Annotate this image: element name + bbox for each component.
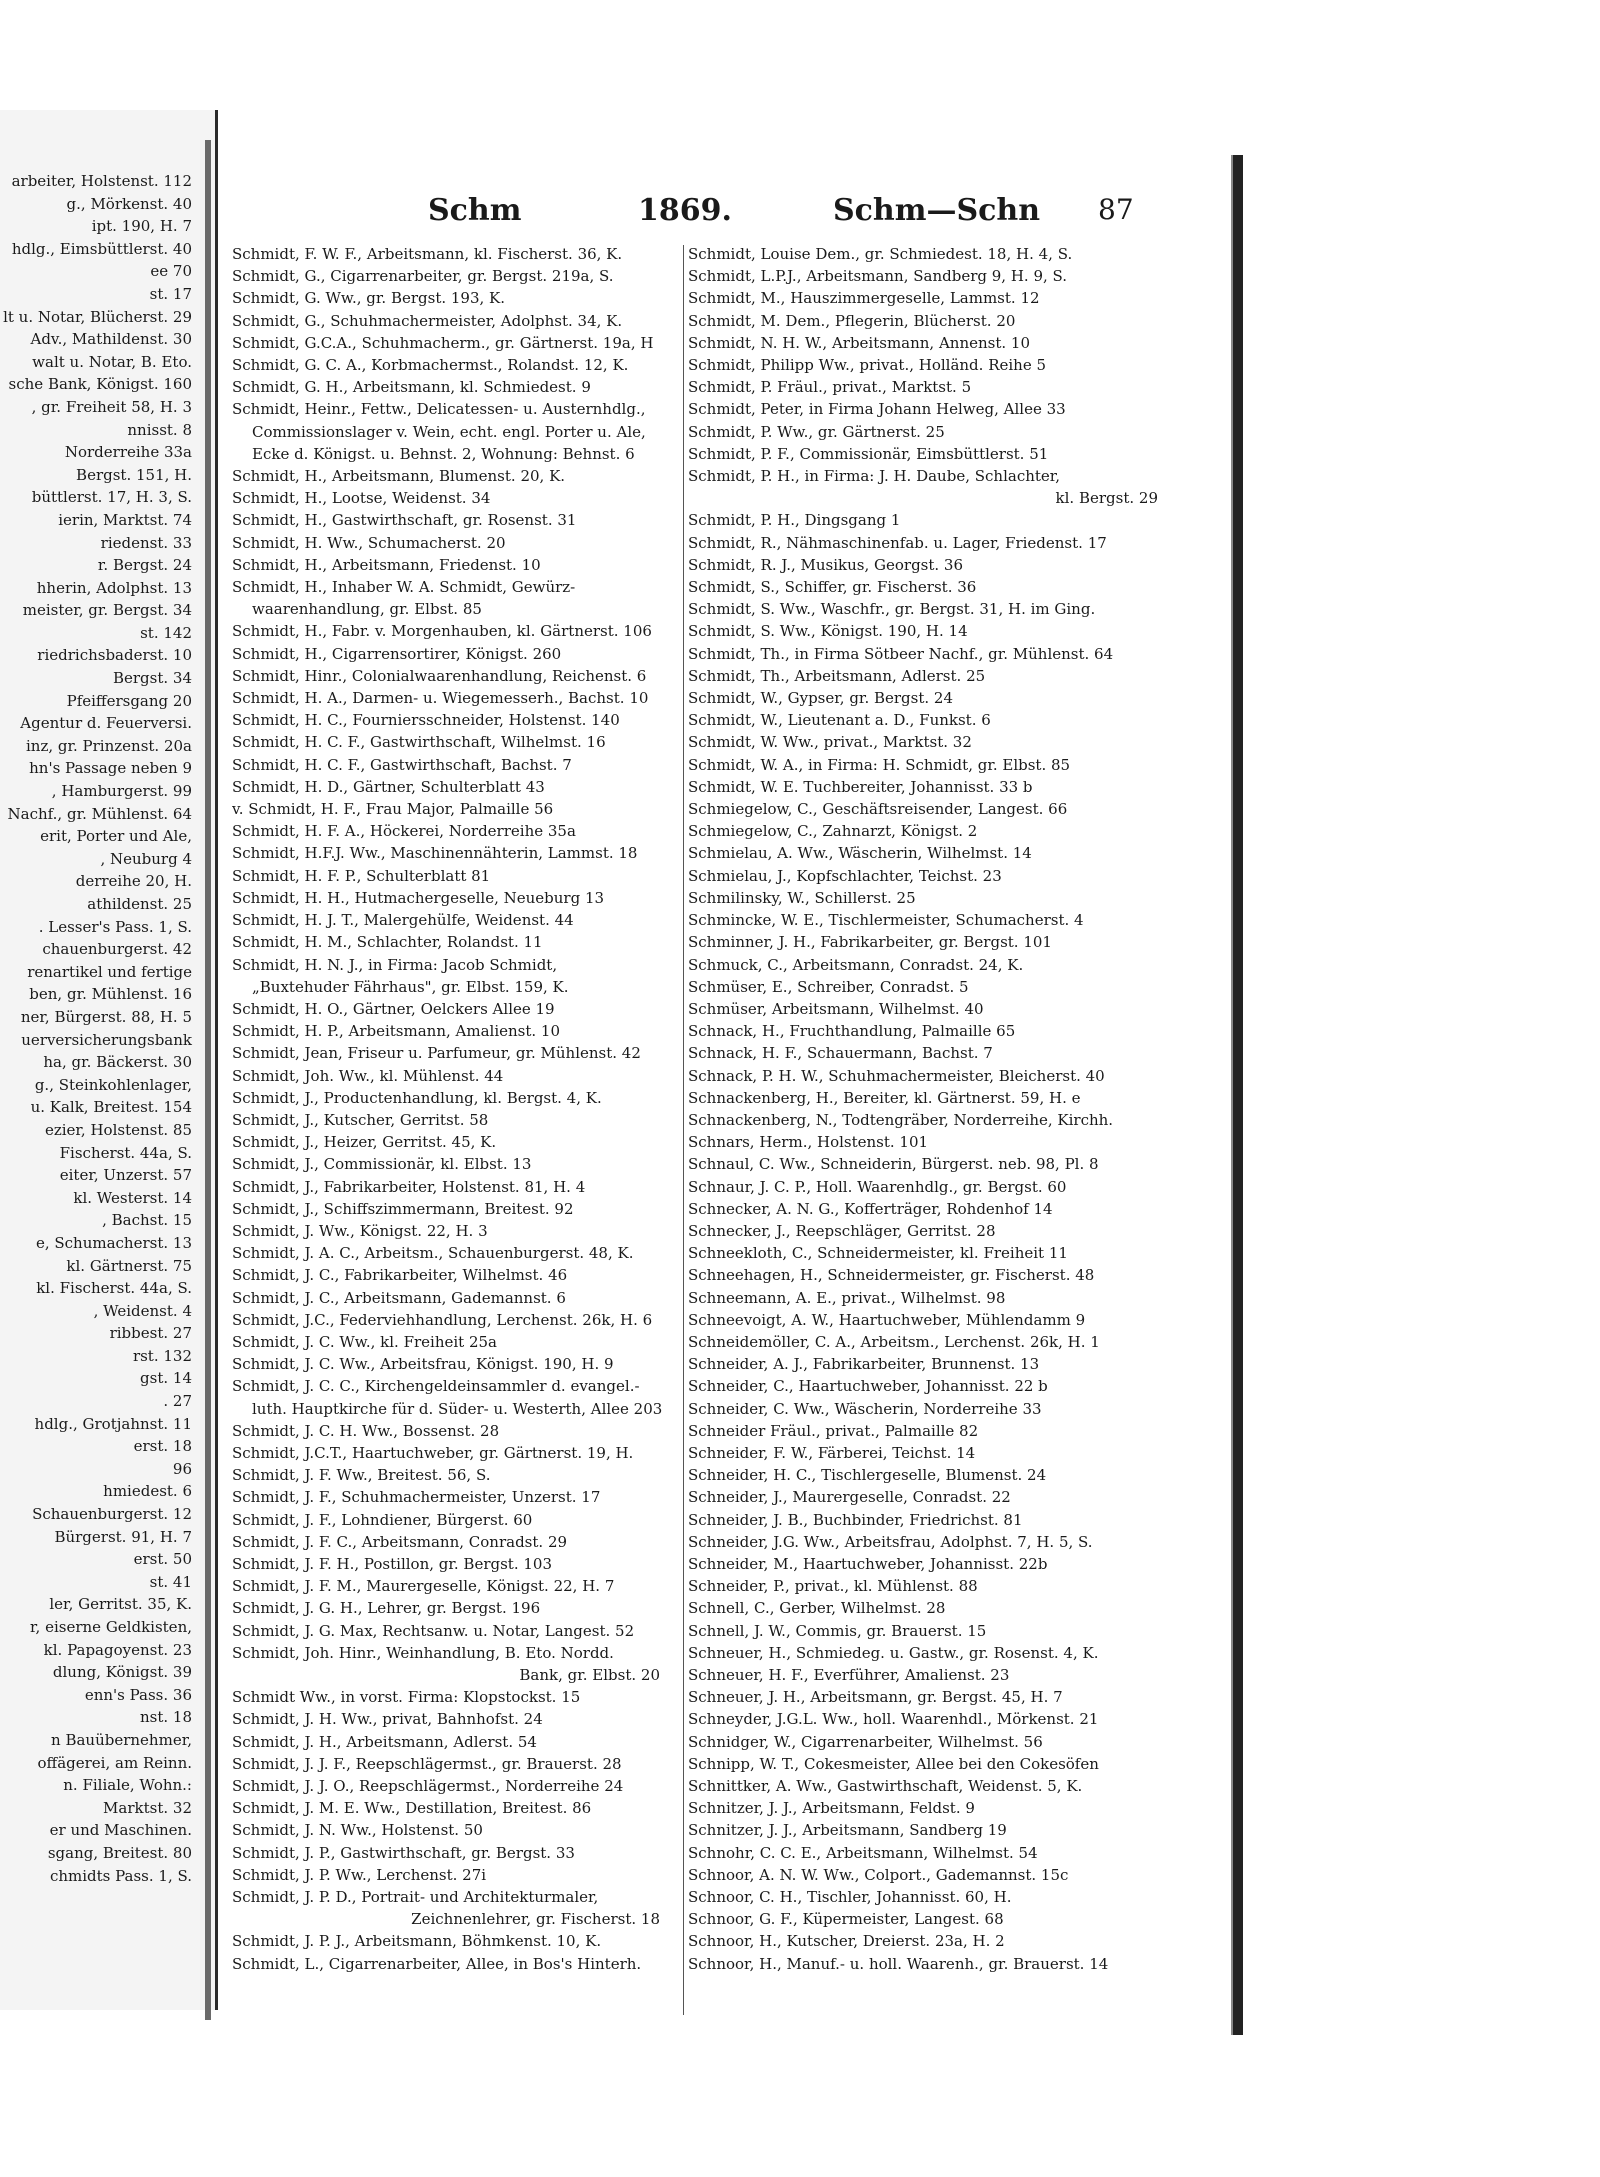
previous-page-fragment: er und Maschinen.: [49, 1821, 192, 1840]
directory-entry: Schneider Fräul., privat., Palmaille 82: [688, 1421, 979, 1440]
previous-page-fragment: Schauenburgerst. 12: [32, 1505, 192, 1524]
directory-entry: Schnecker, A. N. G., Kofferträger, Rohdenhof 14: [688, 1199, 1053, 1218]
directory-entry: Schmidt, H., Arbeitsmann, Blumenst. 20, K.: [232, 467, 566, 486]
directory-entry: Schneuer, H. F., Everführer, Amalienst. 23: [688, 1666, 1010, 1684]
previous-page-fragment: , Neuburg 4: [100, 849, 192, 868]
previous-page-fragment: arbeiter, Holstenst. 112: [11, 172, 192, 190]
directory-entry: Schneehagen, H., Schneidermeister, gr. Fischerst. 48: [688, 1266, 1095, 1285]
directory-entry: Schmidt, J. P. Ww., Lerchenst. 27i: [232, 1865, 487, 1884]
directory-entry: Schnoor, G. F., Küpermeister, Langest. 68: [688, 1910, 1004, 1929]
directory-entry: Schnitzer, J. J., Arbeitsmann, Feldst. 9: [688, 1799, 975, 1818]
directory-entry: Schnackenberg, N., Todtengräber, Norderreihe, Kirchh.: [688, 1110, 1114, 1129]
directory-entry: Schmielau, A. Ww., Wäscherin, Wilhelmst. 14: [688, 844, 1032, 863]
previous-page-fragment: kl. Gärtnerst. 75: [66, 1256, 192, 1275]
directory-entry: Schnack, P. H. W., Schuhmachermeister, Bleicherst. 40: [688, 1066, 1105, 1085]
directory-entry: Schneider, C. Ww., Wäscherin, Norderreihe 33: [688, 1399, 1042, 1418]
previous-page-fragment: sche Bank, Königst. 160: [8, 375, 192, 394]
directory-entry: Schneyder, J.G.L. Ww., holl. Waarenhdl., Mörkenst. 21: [688, 1710, 1099, 1729]
previous-page-fragment: erst. 50: [133, 1550, 192, 1569]
previous-page-fragment: Fischerst. 44a, S.: [59, 1143, 192, 1162]
previous-page-fragment: eiter, Unzerst. 57: [59, 1166, 192, 1185]
directory-entry: Schneuer, H., Schmiedeg. u. Gastw., gr. Rosenst. 4, K.: [688, 1643, 1099, 1662]
directory-entry: Schmidt, Joh. Ww., kl. Mühlenst. 44: [232, 1066, 504, 1085]
directory-entry: Ecke d. Königst. u. Behnst. 2, Wohnung: Behnst. 6: [252, 444, 635, 463]
previous-page-fragment: Bürgerst. 91, H. 7: [54, 1527, 192, 1546]
directory-entry: Schnoor, C. H., Tischler, Johannisst. 60, H.: [688, 1888, 1012, 1907]
directory-entry: Schminner, J. H., Fabrikarbeiter, gr. Bergst. 101: [688, 933, 1052, 952]
previous-page-fragment: u. Kalk, Breitest. 154: [30, 1098, 192, 1117]
previous-page-fragment: r, eiserne Geldkisten,: [30, 1618, 192, 1636]
directory-entry: Schmidt, Peter, in Firma Johann Helweg, Allee 33: [688, 400, 1066, 419]
previous-page-fragment: hn's Passage neben 9: [29, 759, 192, 778]
previous-page-edge: [0, 110, 218, 2010]
directory-entry: Schmidt, J. H., Arbeitsmann, Adlerst. 54: [232, 1732, 537, 1751]
directory-entry: Schmidt, Heinr., Fettw., Delicatessen- u. Austernhdlg.,: [232, 400, 646, 419]
directory-entry: Schmidt, H., Fabr. v. Morgenhauben, kl. Gärtnerst. 106: [232, 622, 652, 641]
directory-entry: Schmidt, P. H., in Firma: J. H. Daube, Schlachter,: [688, 467, 1061, 486]
directory-entry: Schmidt, H. P., Arbeitsmann, Amalienst. 10: [232, 1022, 561, 1041]
directory-entry: Schmidt, J. F. Ww., Breitest. 56, S.: [232, 1466, 491, 1485]
directory-entry: Schneider, P., privat., kl. Mühlenst. 88: [688, 1577, 978, 1596]
directory-entry: Schmidt, H.F.J. Ww., Maschinennähterin, Lammst. 18: [232, 844, 638, 863]
previous-page-fragment: , gr. Freiheit 58, H. 3: [31, 397, 192, 416]
directory-entry: Schmidt, H. N. J., in Firma: Jacob Schmidt,: [232, 955, 558, 974]
directory-entry: Schmidt, J. C., Arbeitsmann, Gademannst. 6: [232, 1288, 566, 1307]
directory-entry: Schmidt, J., Commissionär, kl. Elbst. 13: [232, 1155, 532, 1174]
previous-page-fragment: enn's Pass. 36: [84, 1685, 192, 1704]
previous-page-fragment: st. 142: [140, 623, 192, 642]
directory-entry: Schmidt, J. P. D., Portrait- und Architekturmaler,: [232, 1888, 599, 1907]
directory-entry: Schmidt, H., Lootse, Weidenst. 34: [232, 489, 491, 508]
header-left-key: Schm: [428, 193, 522, 228]
previous-page-fragment: riedrichsbaderst. 10: [37, 646, 192, 665]
directory-entry: Schnohr, C. C. E., Arbeitsmann, Wilhelmst. 54: [688, 1843, 1038, 1862]
directory-entry: Schmidt, N. H. W., Arbeitsmann, Annenst. 10: [688, 333, 1031, 352]
column-divider: [683, 245, 684, 2015]
directory-entry: Schnars, Herm., Holstenst. 101: [688, 1133, 929, 1152]
directory-entry: Schneekloth, C., Schneidermeister, kl. Freiheit 11: [688, 1244, 1068, 1263]
directory-entry: Schneider, A. J., Fabrikarbeiter, Brunnenst. 13: [688, 1355, 1040, 1374]
directory-entry: Schmiegelow, C., Zahnarzt, Königst. 2: [688, 822, 978, 841]
directory-entry: waarenhandlung, gr. Elbst. 85: [252, 600, 482, 619]
previous-page-fragment: hdlg., Eimsbüttlerst. 40: [11, 239, 192, 258]
previous-page-fragment: ierin, Marktst. 74: [58, 510, 192, 529]
directory-entry: Schmidt, R. J., Musikus, Georgst. 36: [688, 555, 964, 574]
previous-page-fragment: offägerei, am Reinn.: [37, 1753, 192, 1772]
directory-entry: Schnittker, A. Ww., Gastwirthschaft, Weidenst. 5, K.: [688, 1777, 1083, 1796]
directory-entry: Commissionslager v. Wein, echt. engl. Porter u. Ale,: [252, 422, 646, 441]
directory-entry: Schmidt, J. J. O., Reepschlägermst., Norderreihe 24: [232, 1777, 624, 1796]
directory-entry: Schmidt, P. F., Commissionär, Eimsbüttlerst. 51: [688, 444, 1049, 463]
directory-entry: Schneidemöller, C. A., Arbeitsm., Lerchenst. 26k, H. 1: [688, 1332, 1100, 1351]
previous-page-fragment: sgang, Breitest. 80: [47, 1843, 192, 1862]
page-number: 87: [1098, 193, 1134, 226]
directory-entry: Schmidt, Louise Dem., gr. Schmiedest. 18, H. 4, S.: [688, 245, 1073, 263]
previous-page-fragment: st. 17: [149, 284, 192, 303]
directory-entry: Schnitzer, J. J., Arbeitsmann, Sandberg 19: [688, 1821, 1007, 1840]
directory-entry: Schmidt, H. C., Fourniersschneider, Holstenst. 140: [232, 711, 620, 730]
previous-page-fragment: chmidts Pass. 1, S.: [49, 1866, 192, 1885]
previous-page-fragments: [0, 170, 200, 1887]
directory-entry: Schmidt, Jean, Friseur u. Parfumeur, gr. Mühlenst. 42: [232, 1044, 641, 1063]
directory-entry: Schmidt, G. Ww., gr. Bergst. 193, K.: [232, 289, 506, 308]
directory-entry: Schnackenberg, H., Bereiter, kl. Gärtnerst. 59, H. e: [688, 1088, 1081, 1107]
directory-entry: Schmidt, G. C. A., Korbmachermst., Rolandst. 12, K.: [232, 356, 629, 375]
previous-page-fragment: dlung, Königst. 39: [52, 1663, 192, 1682]
directory-entry: Schmidt, H. O., Gärtner, Oelckers Allee 19: [232, 999, 555, 1018]
directory-entry: Schmidt, J. M. E. Ww., Destillation, Breitest. 86: [232, 1799, 592, 1818]
directory-entry: Schnoor, H., Kutscher, Dreierst. 23a, H. 2: [688, 1932, 1005, 1951]
directory-entry: Schmidt, P. H., Dingsgang 1: [688, 511, 901, 530]
previous-page-fragment: n. Filiale, Wohn.:: [63, 1776, 192, 1795]
directory-entry: Schmidt, J. P., Gastwirthschaft, gr. Bergst. 33: [232, 1843, 575, 1862]
directory-entry: Schmuck, C., Arbeitsmann, Conradst. 24, K.: [688, 955, 1024, 974]
directory-entry: Schmidt, H. J. T., Malergehülfe, Weidenst. 44: [232, 911, 574, 930]
directory-entry: Schmidt, H. F. A., Höckerei, Norderreihe 35a: [232, 822, 576, 841]
previous-page-fragment: st. 41: [149, 1572, 192, 1591]
directory-entry: Schmidt, J., Kutscher, Gerritst. 58: [232, 1110, 489, 1129]
previous-page-fragment: Nachf., gr. Mühlenst. 64: [7, 804, 192, 823]
directory-entry: Schnaur, J. C. P., Holl. Waarenhdlg., gr. Bergst. 60: [688, 1177, 1067, 1196]
directory-entry: Schmidt, L., Cigarrenarbeiter, Allee, in Bos's Hinterh.: [232, 1954, 642, 1973]
previous-page-fragment: nnisst. 8: [127, 420, 192, 439]
directory-entry: Schmüser, Arbeitsmann, Wilhelmst. 40: [688, 999, 984, 1018]
directory-entry: Schmidt, H. D., Gärtner, Schulterblatt 43: [232, 777, 545, 796]
previous-page-fragment: walt u. Notar, B. Eto.: [32, 352, 192, 371]
previous-page-fragment: ezier, Holstenst. 85: [44, 1120, 192, 1139]
directory-entry: Schmidt, J.C., Federviehhandlung, Lerchenst. 26k, H. 6: [232, 1310, 653, 1329]
directory-entry: Schmidt, G.C.A., Schuhmacherm., gr. Gärtnerst. 19a, H: [232, 333, 654, 352]
directory-entry: Schnoor, A. N. W. Ww., Colport., Gademannst. 15c: [688, 1865, 1069, 1884]
directory-entry: Schmidt, Joh. Hinr., Weinhandlung, B. Eto. Nordd.: [232, 1643, 614, 1662]
previous-page-fragment: erit, Porter und Ale,: [40, 827, 192, 846]
previous-page-fragment: ben, gr. Mühlenst. 16: [29, 985, 192, 1004]
directory-entry: Schneemann, A. E., privat., Wilhelmst. 98: [688, 1288, 1006, 1307]
directory-entry: Schmidt, W. A., in Firma: H. Schmidt, gr. Elbst. 85: [688, 755, 1071, 774]
previous-page-fragment: ner, Bürgerst. 88, H. 5: [20, 1007, 192, 1026]
previous-page-fragment: athildenst. 25: [87, 895, 192, 913]
directory-entry: Schmidt, J. F. C., Arbeitsmann, Conradst. 29: [232, 1532, 568, 1551]
previous-page-fragment: chauenburgerst. 42: [42, 940, 192, 959]
directory-entry: Bank, gr. Elbst. 20: [519, 1666, 660, 1684]
directory-entry: Schmidt, Th., Arbeitsmann, Adlerst. 25: [688, 666, 986, 685]
directory-entry: Schmidt Ww., in vorst. Firma: Klopstockst. 15: [232, 1688, 581, 1707]
directory-entry: Schnaul, C. Ww., Schneiderin, Bürgerst. neb. 98, Pl. 8: [688, 1155, 1099, 1174]
previous-page-fragment: Agentur d. Feuerversi.: [20, 714, 192, 733]
previous-page-fragment: , Bachst. 15: [102, 1211, 192, 1230]
previous-page-fragment: erst. 18: [133, 1437, 192, 1456]
previous-page-fragment: renartikel und fertige: [27, 962, 192, 981]
previous-page-fragment: Bergst. 34: [112, 669, 192, 688]
directory-entry: Schmidt, L.P.J., Arbeitsmann, Sandberg 9, H. 9, S.: [688, 267, 1068, 286]
directory-entry: Zeichnenlehrer, gr. Fischerst. 18: [411, 1910, 660, 1929]
previous-page-fragment: rst. 132: [132, 1346, 192, 1365]
directory-entry: Schmidt, H. Ww., Schumacherst. 20: [232, 533, 506, 552]
directory-entry: Schmidt, J. G. H., Lehrer, gr. Bergst. 196: [232, 1599, 541, 1618]
directory-entry: Schneider, J.G. Ww., Arbeitsfrau, Adolphst. 7, H. 5, S.: [688, 1532, 1093, 1551]
directory-entry: Schmidt, H. H., Hutmachergeselle, Neueburg 13: [232, 888, 605, 907]
directory-entry: Schmilinsky, W., Schillerst. 25: [688, 888, 916, 907]
directory-page: [218, 155, 1243, 2035]
directory-entry: Schmincke, W. E., Tischlermeister, Schumacherst. 4: [688, 911, 1084, 930]
previous-page-fragment: . Lesser's Pass. 1, S.: [38, 917, 192, 936]
directory-entry: Schnidger, W., Cigarrenarbeiter, Wilhelmst. 56: [688, 1732, 1043, 1751]
directory-entry: Schmidt, J. P. J., Arbeitsmann, Böhmkenst. 10, K.: [232, 1932, 602, 1951]
directory-entry: Schmidt, W. Ww., privat., Marktst. 32: [688, 733, 972, 752]
directory-entry: Schneider, F. W., Färberei, Teichst. 14: [688, 1443, 976, 1462]
directory-entry: Schmidt, R., Nähmaschinenfab. u. Lager, Friedenst. 17: [688, 533, 1107, 552]
directory-entry: Schmidt, W. E. Tuchbereiter, Johannisst. 33 b: [688, 777, 1033, 796]
book-gutter: [205, 140, 211, 2020]
directory-entry: Schnell, C., Gerber, Wilhelmst. 28: [688, 1599, 946, 1618]
previous-page-fragment: uerversicherungsbank: [21, 1030, 192, 1049]
directory-entry: Schneuer, J. H., Arbeitsmann, gr. Bergst. 45, H. 7: [688, 1688, 1063, 1707]
previous-page-fragment: kl. Papagoyenst. 23: [43, 1640, 192, 1659]
previous-page-fragment: hherin, Adolphst. 13: [36, 578, 192, 597]
directory-entry: Schmidt, H. C. F., Gastwirthschaft, Wilhelmst. 16: [232, 733, 606, 752]
previous-page-fragment: Pfeiffersgang 20: [66, 691, 192, 710]
previous-page-fragment: n Bauübernehmer,: [51, 1730, 192, 1749]
directory-entry: Schnecker, J., Reepschläger, Gerritst. 28: [688, 1221, 996, 1240]
directory-entry: Schmüser, E., Schreiber, Conradst. 5: [688, 977, 969, 996]
directory-entry: Schneider, H. C., Tischlergeselle, Blumenst. 24: [688, 1466, 1047, 1485]
directory-entry: Schmidt, G. H., Arbeitsmann, kl. Schmiedest. 9: [232, 378, 591, 397]
directory-entry: Schmiegelow, C., Geschäftsreisender, Langest. 66: [688, 800, 1068, 819]
directory-entry: Schmidt, J., Fabrikarbeiter, Holstenst. 81, H. 4: [232, 1177, 586, 1196]
previous-page-fragment: r. Bergst. 24: [97, 556, 192, 575]
previous-page-fragment: büttlerst. 17, H. 3, S.: [31, 488, 192, 507]
previous-page-fragment: Norderreihe 33a: [64, 443, 192, 462]
directory-entry: Schmidt, S. Ww., Waschfr., gr. Bergst. 31, H. im Ging.: [688, 600, 1096, 619]
directory-entry: Schmidt, J. N. Ww., Holstenst. 50: [232, 1821, 483, 1840]
previous-page-fragment: e, Schumacherst. 13: [35, 1233, 192, 1252]
directory-entry: Schmidt, J. C., Fabrikarbeiter, Wilhelmst. 46: [232, 1266, 568, 1285]
header-right-key: Schm—Schn: [833, 193, 1041, 228]
directory-entry: Schmidt, S. Ww., Königst. 190, H. 14: [688, 622, 968, 641]
directory-entry: Schmidt, H. F. P., Schulterblatt 81: [232, 866, 491, 885]
directory-entry: Schmidt, G., Schuhmachermeister, Adolphst. 34, K.: [232, 311, 623, 330]
previous-page-fragment: . 27: [163, 1392, 192, 1411]
directory-entry: Schmidt, J. F., Schuhmachermeister, Unzerst. 17: [232, 1488, 601, 1507]
previous-page-fragment: lt u. Notar, Blücherst. 29: [3, 307, 192, 326]
directory-entry: Schmielau, J., Kopfschlachter, Teichst. 23: [688, 866, 1002, 885]
directory-entry: Schmidt, F. W. F., Arbeitsmann, kl. Fischerst. 36, K.: [232, 245, 623, 263]
directory-entry: Schnack, H., Fruchthandlung, Palmaille 65: [688, 1022, 1016, 1041]
directory-entry: Schmidt, H., Arbeitsmann, Friedenst. 10: [232, 555, 541, 574]
directory-entry: Schmidt, J. J. F., Reepschlägermst., gr. Brauerst. 28: [232, 1754, 622, 1773]
directory-entry: Schmidt, J. C. H. Ww., Bossenst. 28: [232, 1421, 500, 1440]
directory-entry: Schmidt, H. M., Schlachter, Rolandst. 11: [232, 933, 543, 952]
previous-page-fragment: derreihe 20, H.: [75, 872, 192, 891]
previous-page-fragment: nst. 18: [139, 1708, 192, 1727]
directory-entry: Schmidt, H. C. F., Gastwirthschaft, Bachst. 7: [232, 755, 572, 774]
directory-entry: Schmidt, G., Cigarrenarbeiter, gr. Bergst. 219a, S.: [232, 267, 614, 286]
directory-entry: Schnipp, W. T., Cokesmeister, Allee bei den Cokesöfen: [688, 1754, 1099, 1773]
directory-entry: Schnell, J. W., Commis, gr. Brauerst. 15: [688, 1621, 987, 1640]
directory-entry: Schmidt, W., Lieutenant a. D., Funkst. 6: [688, 711, 991, 730]
directory-entry: Schneider, M., Haartuchweber, Johannisst. 22b: [688, 1554, 1048, 1573]
previous-page-fragment: ipt. 190, H. 7: [91, 217, 192, 236]
directory-entry: Schnack, H. F., Schauermann, Bachst. 7: [688, 1044, 993, 1063]
previous-page-fragment: kl. Westerst. 14: [73, 1188, 192, 1207]
directory-entry: Schnoor, H., Manuf.- u. holl. Waarenh., gr. Brauerst. 14: [688, 1954, 1109, 1973]
previous-page-fragment: Marktst. 32: [103, 1798, 192, 1817]
previous-page-fragment: ha, gr. Bäckerst. 30: [43, 1053, 192, 1072]
left-column: [232, 243, 690, 1975]
directory-entry: Schmidt, Th., in Firma Sötbeer Nachf., gr. Mühlenst. 64: [688, 644, 1114, 663]
previous-page-fragment: kl. Fischerst. 44a, S.: [36, 1279, 192, 1298]
directory-entry: Schmidt, J. H. Ww., privat, Bahnhofst. 24: [232, 1710, 543, 1729]
directory-entry: Schmidt, P. Ww., gr. Gärtnerst. 25: [688, 422, 945, 441]
previous-page-fragment: g., Mörkenst. 40: [66, 194, 192, 213]
directory-entry: Schmidt, J. C. Ww., Arbeitsfrau, Königst. 190, H. 9: [232, 1355, 614, 1374]
previous-page-fragment: riedenst. 33: [100, 533, 192, 552]
previous-page-fragment: hdlg., Grotjahnst. 11: [34, 1414, 192, 1433]
directory-entry: Schmidt, J. F. H., Postillon, gr. Bergst. 103: [232, 1554, 552, 1573]
directory-entry: Schmidt, J., Productenhandlung, kl. Bergst. 4, K.: [232, 1088, 602, 1107]
previous-page-fragment: , Weidenst. 4: [93, 1301, 192, 1320]
directory-entry: Schmidt, J., Heizer, Gerritst. 45, K.: [232, 1133, 497, 1152]
previous-page-fragment: ee 70: [150, 262, 192, 281]
header-year: 1869.: [638, 193, 732, 228]
previous-page-fragment: ribbest. 27: [109, 1324, 192, 1343]
directory-entry: Schmidt, J. F., Lohndiener, Bürgerst. 60: [232, 1510, 533, 1529]
previous-page-fragment: Adv., Mathildenst. 30: [30, 330, 192, 349]
directory-entry: v. Schmidt, H. F., Frau Major, Palmaille 56: [232, 800, 554, 819]
directory-entry: Schmidt, M. Dem., Pflegerin, Blücherst. 20: [688, 311, 1016, 330]
directory-entry: Schmidt, H., Gastwirthschaft, gr. Rosenst. 31: [232, 511, 577, 530]
directory-entry: luth. Hauptkirche für d. Süder- u. Westerth, Allee 203: [252, 1399, 663, 1418]
directory-entry: Schmidt, H., Inhaber W. A. Schmidt, Gewürz-: [232, 578, 576, 597]
right-column: [688, 243, 1188, 1975]
directory-entry: Schmidt, J. F. M., Maurergeselle, Königst. 22, H. 7: [232, 1577, 615, 1596]
directory-entry: Schmidt, J. A. C., Arbeitsm., Schauenburgerst. 48, K.: [232, 1244, 634, 1263]
previous-page-fragment: meister, gr. Bergst. 34: [22, 601, 192, 620]
page-header: [218, 193, 1218, 233]
directory-entry: Schmidt, Philipp Ww., privat., Holländ. Reihe 5: [688, 356, 1047, 375]
directory-entry: kl. Bergst. 29: [1055, 489, 1158, 508]
previous-page-fragment: Bergst. 151, H.: [76, 465, 192, 484]
directory-entry: Schmidt, P. Fräul., privat., Marktst. 5: [688, 378, 972, 397]
directory-entry: Schmidt, J. G. Max, Rechtsanw. u. Notar, Langest. 52: [232, 1621, 635, 1640]
directory-entry: Schmidt, J.C.T., Haartuchweber, gr. Gärtnerst. 19, H.: [232, 1443, 634, 1462]
directory-entry: Schneider, J. B., Buchbinder, Friedrichst. 81: [688, 1510, 1023, 1529]
directory-entry: Schmidt, J. C. C., Kirchengeldeinsammler d. evangel.-: [232, 1377, 640, 1396]
previous-page-fragment: , Hamburgerst. 99: [51, 782, 192, 801]
directory-entry: Schmidt, Hinr., Colonialwaarenhandlung, Reichenst. 6: [232, 666, 647, 685]
directory-entry: Schmidt, J. C. Ww., kl. Freiheit 25a: [232, 1332, 498, 1351]
directory-entry: „Buxtehuder Fährhaus", gr. Elbst. 159, K.: [252, 977, 569, 996]
previous-page-fragment: 96: [172, 1459, 192, 1478]
directory-entry: Schneevoigt, A. W., Haartuchweber, Mühlendamm 9: [688, 1310, 1086, 1329]
directory-entry: Schmidt, M., Hauszimmergeselle, Lammst. 12: [688, 289, 1040, 308]
previous-page-fragment: hmiedest. 6: [103, 1482, 192, 1501]
directory-entry: Schmidt, W., Gypser, gr. Bergst. 24: [688, 689, 953, 708]
previous-page-fragment: g., Steinkohlenlager,: [34, 1075, 192, 1094]
directory-entry: Schmidt, H., Cigarrensortirer, Königst. 260: [232, 644, 562, 663]
directory-entry: Schneider, C., Haartuchweber, Johannisst. 22 b: [688, 1377, 1048, 1396]
previous-page-fragment: gst. 14: [140, 1369, 192, 1388]
directory-entry: Schmidt, J., Schiffszimmermann, Breitest. 92: [232, 1199, 574, 1218]
directory-entry: Schmidt, J. Ww., Königst. 22, H. 3: [232, 1221, 488, 1240]
directory-entry: Schneider, J., Maurergeselle, Conradst. 22: [688, 1488, 1011, 1507]
previous-page-fragment: inz, gr. Prinzenst. 20a: [25, 736, 192, 755]
previous-page-fragment: ler, Gerritst. 35, K.: [49, 1595, 192, 1614]
directory-entry: Schmidt, H. A., Darmen- u. Wiegemesserh., Bachst. 10: [232, 689, 649, 708]
directory-entry: Schmidt, S., Schiffer, gr. Fischerst. 36: [688, 578, 977, 597]
